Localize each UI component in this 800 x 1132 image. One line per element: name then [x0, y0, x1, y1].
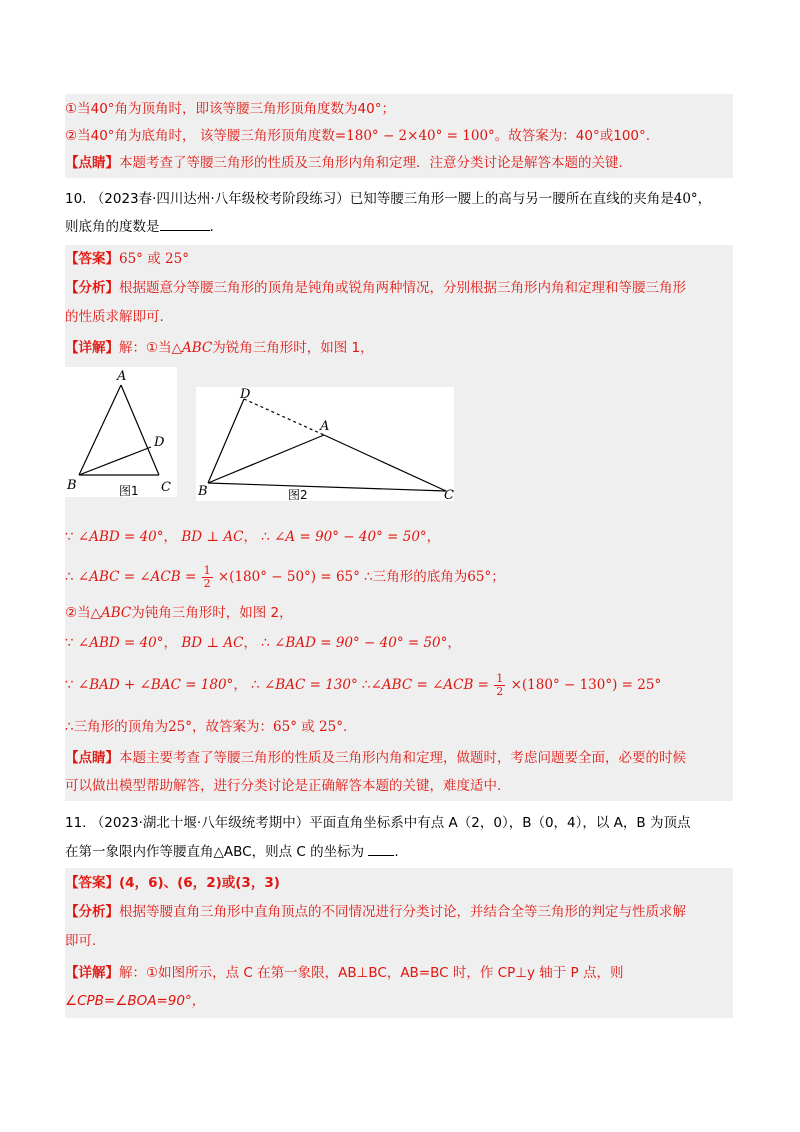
sep: ，	[243, 635, 257, 651]
q10-analysis-line2: 的性质求解即可.	[65, 309, 164, 325]
triangle-symbol: △ABC	[90, 605, 132, 621]
frac-num: 1	[203, 563, 211, 577]
analysis-tag: 【分析】	[65, 904, 119, 920]
q10-analysis-line1	[65, 279, 686, 297]
q11-stem	[65, 810, 733, 866]
q10-stem-line1	[65, 190, 711, 208]
fig1-caption: 图1	[119, 484, 139, 497]
q10-solution	[65, 245, 733, 801]
q11-detail-line1	[65, 964, 624, 982]
frac-den: 2	[496, 684, 504, 698]
q10-step1	[65, 528, 440, 546]
step2-rhs: ×(180° − 50°) = 65°	[217, 569, 360, 585]
detail-text2: 为锐角三角形时，如图 1，	[212, 340, 374, 356]
q11-analysis-line1	[65, 903, 686, 921]
fig2-caption: 图2	[288, 488, 308, 501]
sep: ，	[243, 529, 257, 545]
case2-text2: 为钝角三角形时，如图 2，	[131, 605, 293, 621]
q10-stem-text2: 则底角的度数是	[65, 219, 160, 235]
triangle-symbol: △ABC	[171, 340, 213, 356]
fig1-label-d: D	[154, 435, 165, 450]
q10-angle: 40°	[673, 191, 698, 207]
q9-case2-answer: 。故答案为：40°或100°.	[494, 128, 651, 144]
q10-case2-intro	[65, 604, 293, 622]
q9-case2-math: =180° − 2×40° = 100°	[334, 128, 495, 144]
therefore-symbol: ∴	[261, 529, 270, 545]
q10-stem-punct: ，	[697, 191, 712, 207]
step4-bac: ∠BAC = 130°	[264, 677, 358, 693]
case2-text: ②当	[65, 605, 91, 621]
step4-rhs: ×(180° − 130°) = 25°	[510, 677, 662, 693]
q10-answer	[65, 250, 189, 268]
therefore-symbol: ∴	[251, 677, 260, 693]
therefore-symbol: ∴	[65, 569, 74, 585]
fig1-label-c: C	[161, 480, 171, 495]
step3-result: ∠BAD = 90° − 40° = 50°	[274, 635, 448, 651]
step2-lhs: ∠ABC = ∠ACB =	[77, 569, 197, 585]
step1-angle: ∠ABD = 40°	[77, 529, 164, 545]
q11-solution	[65, 868, 733, 1018]
analysis-text: 根据题意分等腰三角形的顶角是钝角或锐角两种情况，分别根据三角形内角和定理和等腰三角形	[119, 280, 686, 296]
detail-text: 解：①如图所示，点 C 在第一象限，AB⊥BC，AB=BC 时，作 CP⊥y 轴于 P 点，则	[119, 965, 624, 981]
detail-tag: 【详解】	[65, 965, 119, 981]
comment-text: 本题考查了等腰三角形的性质及三角形内角和定理．注意分类讨论是解答本题的关键.	[119, 155, 623, 171]
step5-answer: 65° 或 25°	[273, 719, 343, 735]
q10-step2	[65, 563, 505, 591]
sep: ，	[163, 529, 178, 545]
q11-analysis-line2: 即可.	[65, 933, 97, 949]
fig1-label-a: A	[117, 369, 127, 384]
sep: ，	[426, 529, 441, 545]
fig2-label-b: B	[198, 484, 208, 499]
q11-stem-text2: 在第一象限内作等腰直角△ABC，则点 C 的坐标为	[65, 844, 365, 860]
q11-stem-line1	[65, 814, 690, 832]
step4-sum: ∠BAD + ∠BAC = 180°	[77, 677, 234, 693]
answer-value: 65° 或 25°	[119, 251, 189, 267]
frac-num: 1	[496, 671, 504, 685]
q9-case2	[65, 127, 650, 145]
analysis-tag: 【分析】	[65, 280, 119, 296]
step4-lhs: ∠ABC = ∠ACB =	[370, 677, 489, 693]
half-fraction	[202, 565, 213, 590]
comment-text: 本题主要考查了等腰三角形的性质及三角形内角和定理，做题时，考虑问题要全面，必要的时候	[119, 750, 686, 766]
step3-perp: BD ⊥ AC	[181, 635, 244, 651]
because-symbol: ∵	[65, 529, 74, 545]
q11-stem-text: 平面直角坐标系中有点 A（2，0），B（0，4），以 A，B 为顶点	[309, 815, 691, 831]
fig1-label-b: B	[67, 478, 77, 493]
step5-text2: ，故答案为：	[192, 719, 274, 735]
sep: ，	[163, 635, 178, 651]
q11-stem-line2	[65, 843, 399, 861]
sep: ，	[447, 635, 461, 651]
q9-case1: ①当40°角为顶角时，即该等腰三角形顶角度数为40°；	[65, 101, 395, 117]
q10-comment-line1	[65, 749, 686, 767]
answer-tag: 【答案】	[65, 875, 119, 891]
q11-number: 11.	[65, 815, 87, 831]
comment-tag: 【点睛】	[65, 155, 119, 171]
q10-detail-intro	[65, 339, 374, 357]
q10-stem	[65, 187, 733, 241]
step5-value: 25°	[168, 719, 193, 735]
q11-detail-line2: ∠CPB=∠BOA=90°，	[65, 993, 206, 1009]
fig2-label-a: A	[320, 419, 330, 434]
frac-den: 2	[203, 576, 211, 590]
q10-stem-end: .	[209, 219, 214, 235]
step1-result: ∠A = 90° − 40° = 50°	[274, 529, 427, 545]
step2-value: 65°；	[467, 569, 505, 585]
q11-source: （2023·湖北十堰·八年级统考期中）	[90, 815, 310, 831]
q11-answer	[65, 874, 280, 892]
answer-blank	[368, 843, 394, 856]
step1-perp: BD ⊥ AC	[181, 529, 244, 545]
therefore-symbol: ∴	[362, 677, 371, 693]
q9-solution-end	[65, 94, 733, 178]
fig2-label-d: D	[240, 387, 251, 402]
q9-comment	[65, 154, 623, 172]
q9-case2-text: ②当40°角为底角时， 该等腰三角形顶角度数	[65, 128, 335, 144]
q10-step3	[65, 634, 461, 652]
step5-text: ∴三角形的顶角为	[65, 719, 169, 735]
step5-end: .	[342, 719, 348, 735]
q11-stem-end: .	[394, 844, 399, 860]
figure-2	[196, 387, 454, 501]
detail-text: 解：①当	[119, 340, 172, 356]
therefore-symbol: ∴	[261, 635, 270, 651]
figure-1	[61, 367, 177, 497]
step2-conclusion: ∴三角形的底角为	[364, 569, 468, 585]
sep: ，	[233, 677, 247, 693]
answer-value: (4，6)、(6，2)或(3，3)	[119, 875, 280, 891]
half-fraction	[494, 673, 505, 698]
q10-number: 10.	[65, 191, 87, 207]
q10-step5	[65, 718, 347, 736]
answer-tag: 【答案】	[65, 251, 119, 267]
q10-stem-text: 已知等腰三角形一腰上的高与另一腰所在直线的夹角是	[349, 191, 674, 207]
q10-comment-line2: 可以做出模型帮助解答，进行分类讨论是正确解答本题的关键，难度适中.	[65, 778, 502, 794]
detail-tag: 【详解】	[65, 340, 119, 356]
step3-angle: ∠ABD = 40°	[77, 635, 164, 651]
fig2-label-c: C	[444, 488, 454, 501]
comment-tag: 【点睛】	[65, 750, 119, 766]
q10-step4	[65, 671, 661, 699]
because-symbol: ∵	[65, 635, 74, 651]
q10-stem-line2	[65, 218, 214, 236]
answer-blank	[160, 218, 210, 231]
analysis-text: 根据等腰直角三角形中直角顶点的不同情况进行分类讨论，并结合全等三角形的判定与性质求解	[119, 904, 686, 920]
q10-source: （2023春·四川达州·八年级校考阶段练习）	[90, 191, 350, 207]
because-symbol: ∵	[65, 677, 74, 693]
